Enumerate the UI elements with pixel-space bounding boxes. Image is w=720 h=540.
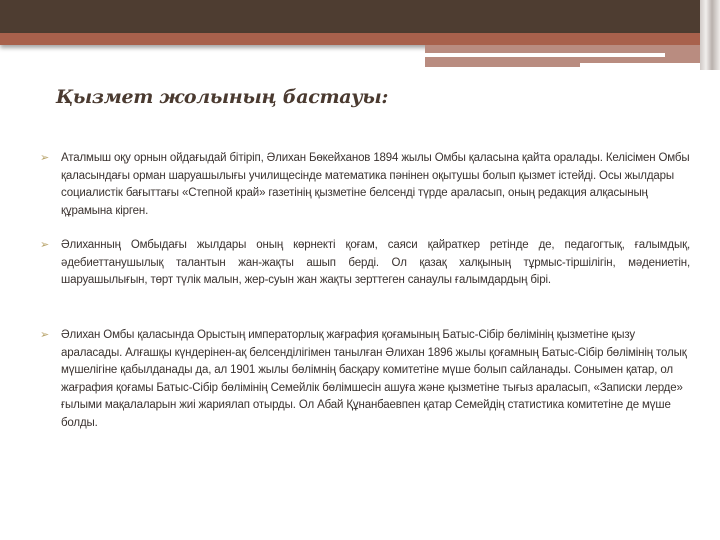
header-decor-line [580,63,705,67]
paragraph-text: Әлиханның Омбыдағы жылдары оның көрнекті қоғам, саяси қайраткер ретінде де, педагогтық, ғалымдық, әдебиеттанушылық талантын жан-жақты ашып берді. Ол қазақ халқының тұрмыс-тіршілігін, мәдениетін, шаруашылығын, төрт түлік малын, жер-суын жан жақты зерттеген санаулы ғалымдардың бірі. [61,239,690,286]
paragraph-text: Аталмыш оқу орнын ойдағыдай бітіріп, Әлихан Бөкейханов 1894 жылы Омбы қаласына қайта оралады. Келісімен Омбы қаласындағы орман шаруашылығы училищесінде математика пәнінен оқытушы болып қызмет істейді. Осы жылдары социалистік бағыттағы «Степной край» газетінің қызметіне белсенді түрде араласып, оның редакция алқасының құрамына кірген. [61,152,690,217]
header-edge-decor [700,0,720,70]
bullet-paragraph [40,327,690,432]
bullet-paragraph [40,150,690,220]
paragraph-text: Әлихан Омбы қаласында Орыстың императорлық жағрафия қоғамының Батыс-Сібір бөлімінің қызметіне қызу араласады. Алғашқы күндерінен-ақ белсенділігімен танылған Әлихан 1896 жылы қоғамның Батыс-Сібір бөлімінің толық мүшелігіне қабылданады да, ал 1901 жылы бөлімнің басқару комитетіне мүше болып сайланады. Сонымен қатар, ол жағрафия қоғамы Батыс-Сібір бөлімінің Семейлік бөлімшесін ашуға және қызметіне тығыз араласып, «Записки лерде» ғылыми мақалаларын жиі жариялап отырды. Ол Абай Құнанбаевпен қатар Семейдің статистика комитетіне де мүше болды. [61,329,687,429]
header-decor-line [425,53,665,57]
arrow-bullet-icon: ➢ [40,239,50,251]
arrow-bullet-icon: ➢ [40,329,50,341]
header-accent-band [0,33,705,45]
header-bar [0,0,705,33]
bullet-paragraph [40,237,690,290]
slide-title: Қызмет жолының бастауы: [56,86,389,108]
arrow-bullet-icon: ➢ [40,152,50,164]
